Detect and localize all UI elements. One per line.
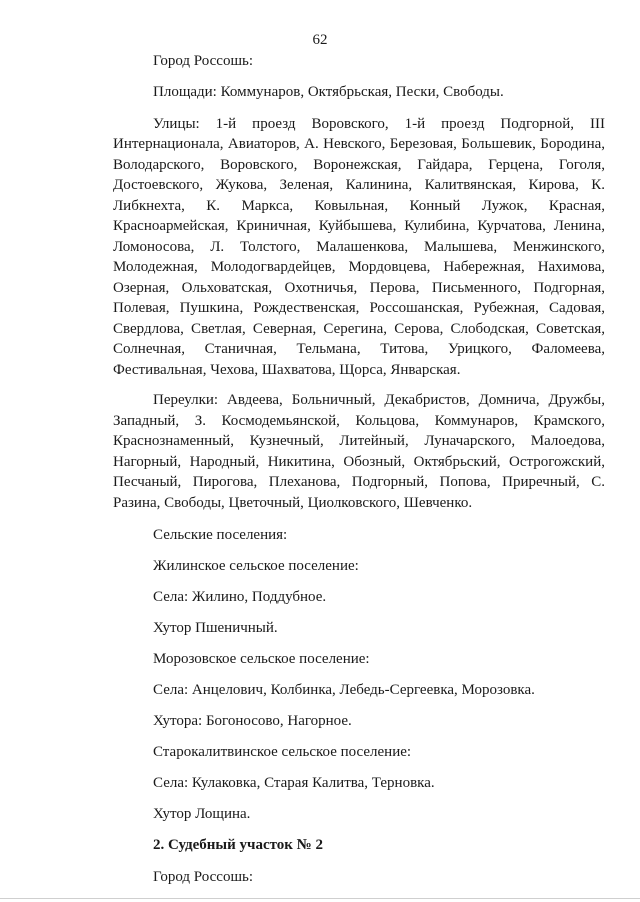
page-number: 62 [312, 32, 328, 48]
morozovskoe-khutors: Хутора: Богоносово, Нагорное. [153, 713, 352, 729]
city-heading-2: Город Россошь: [153, 869, 254, 885]
streets-paragraph: Улицы: 1-й проезд Воровского, 1-й проезд Подгорной, III Интернационала, Авиаторов, А. Невского, Березовая, Большевик, Бородина, Володарского, Воровского, Воронежская, Гайдара, Герцена, Гоголя, Достоевского, Жукова, Зеленая, Калинина, Калитвянская, Кирова, К. Либкнехта, К. Маркса, Ковыльная, Конный Лужок, Красная, Красноармейская, Криничная, Куйбышева, Кулибина, Курчатова, Ленина, Ломоносова, Л. Толстого, Малашенкова, Малышева, Менжинского, Молодежная, Молодогвардейцев, Мордовцева, Набережная, Нахимова, Озерная, Ольховатская, Охотничья, Перова, Письменного, Подгорная, Полевая, Пушкина, Рождественская, Россошанская, Рубежная, Садовая, Свердлова, Светлая, Северная, Серегина, Серова, Слободская, Советская, Солнечная, Станичная, Тельмана, Титова, Урицкого, Фаломеева, Фестивальная, Чехова, Шахватова, Щорса, Январская. [113, 115, 605, 378]
starokalitvinskoe-khutor: Хутор Лощина. [153, 806, 251, 822]
zhilinskoe-khutor: Хутор Пшеничный. [153, 620, 278, 636]
zhilinskoe-villages: Села: Жилино, Поддубное. [153, 589, 327, 605]
court-district-2-heading: 2. Судебный участок № 2 [153, 837, 324, 853]
starokalitvinskoe-settlement-heading: Старокалитвинское сельское поселение: [153, 744, 412, 760]
city-heading: Город Россошь: [153, 53, 254, 69]
zhilinskoe-settlement-heading: Жилинское сельское поселение: [153, 558, 359, 574]
starokalitvinskoe-villages: Села: Кулаковка, Старая Калитва, Терновка. [153, 775, 435, 791]
morozovskoe-settlement-heading: Морозовское сельское поселение: [153, 651, 370, 667]
squares-paragraph: Площади: Коммунаров, Октябрьская, Пески, Свободы. [153, 84, 504, 100]
document-body [113, 51, 605, 887]
rural-settlements-heading: Сельские поселения: [153, 527, 288, 543]
lanes-paragraph: Переулки: Авдеева, Больничный, Декабристов, Домнича, Дружбы, Западный, З. Космодемьянской, Кольцова, Коммунаров, Крамского, Краснознаменный, Кузнечный, Литейный, Луначарского, Малоедова, Нагорный, Народный, Никитина, Обозный, Октябрьский, Острогожский, Песчаный, Пирогова, Плеханова, Подгорный, Попова, Приречный, С. Разина, Свободы, Цветочный, Циолковского, Шевченко. [113, 392, 605, 511]
morozovskoe-villages: Села: Анцелович, Колбинка, Лебедь-Сергеевка, Морозовка. [153, 682, 535, 698]
bottom-divider [0, 898, 640, 899]
